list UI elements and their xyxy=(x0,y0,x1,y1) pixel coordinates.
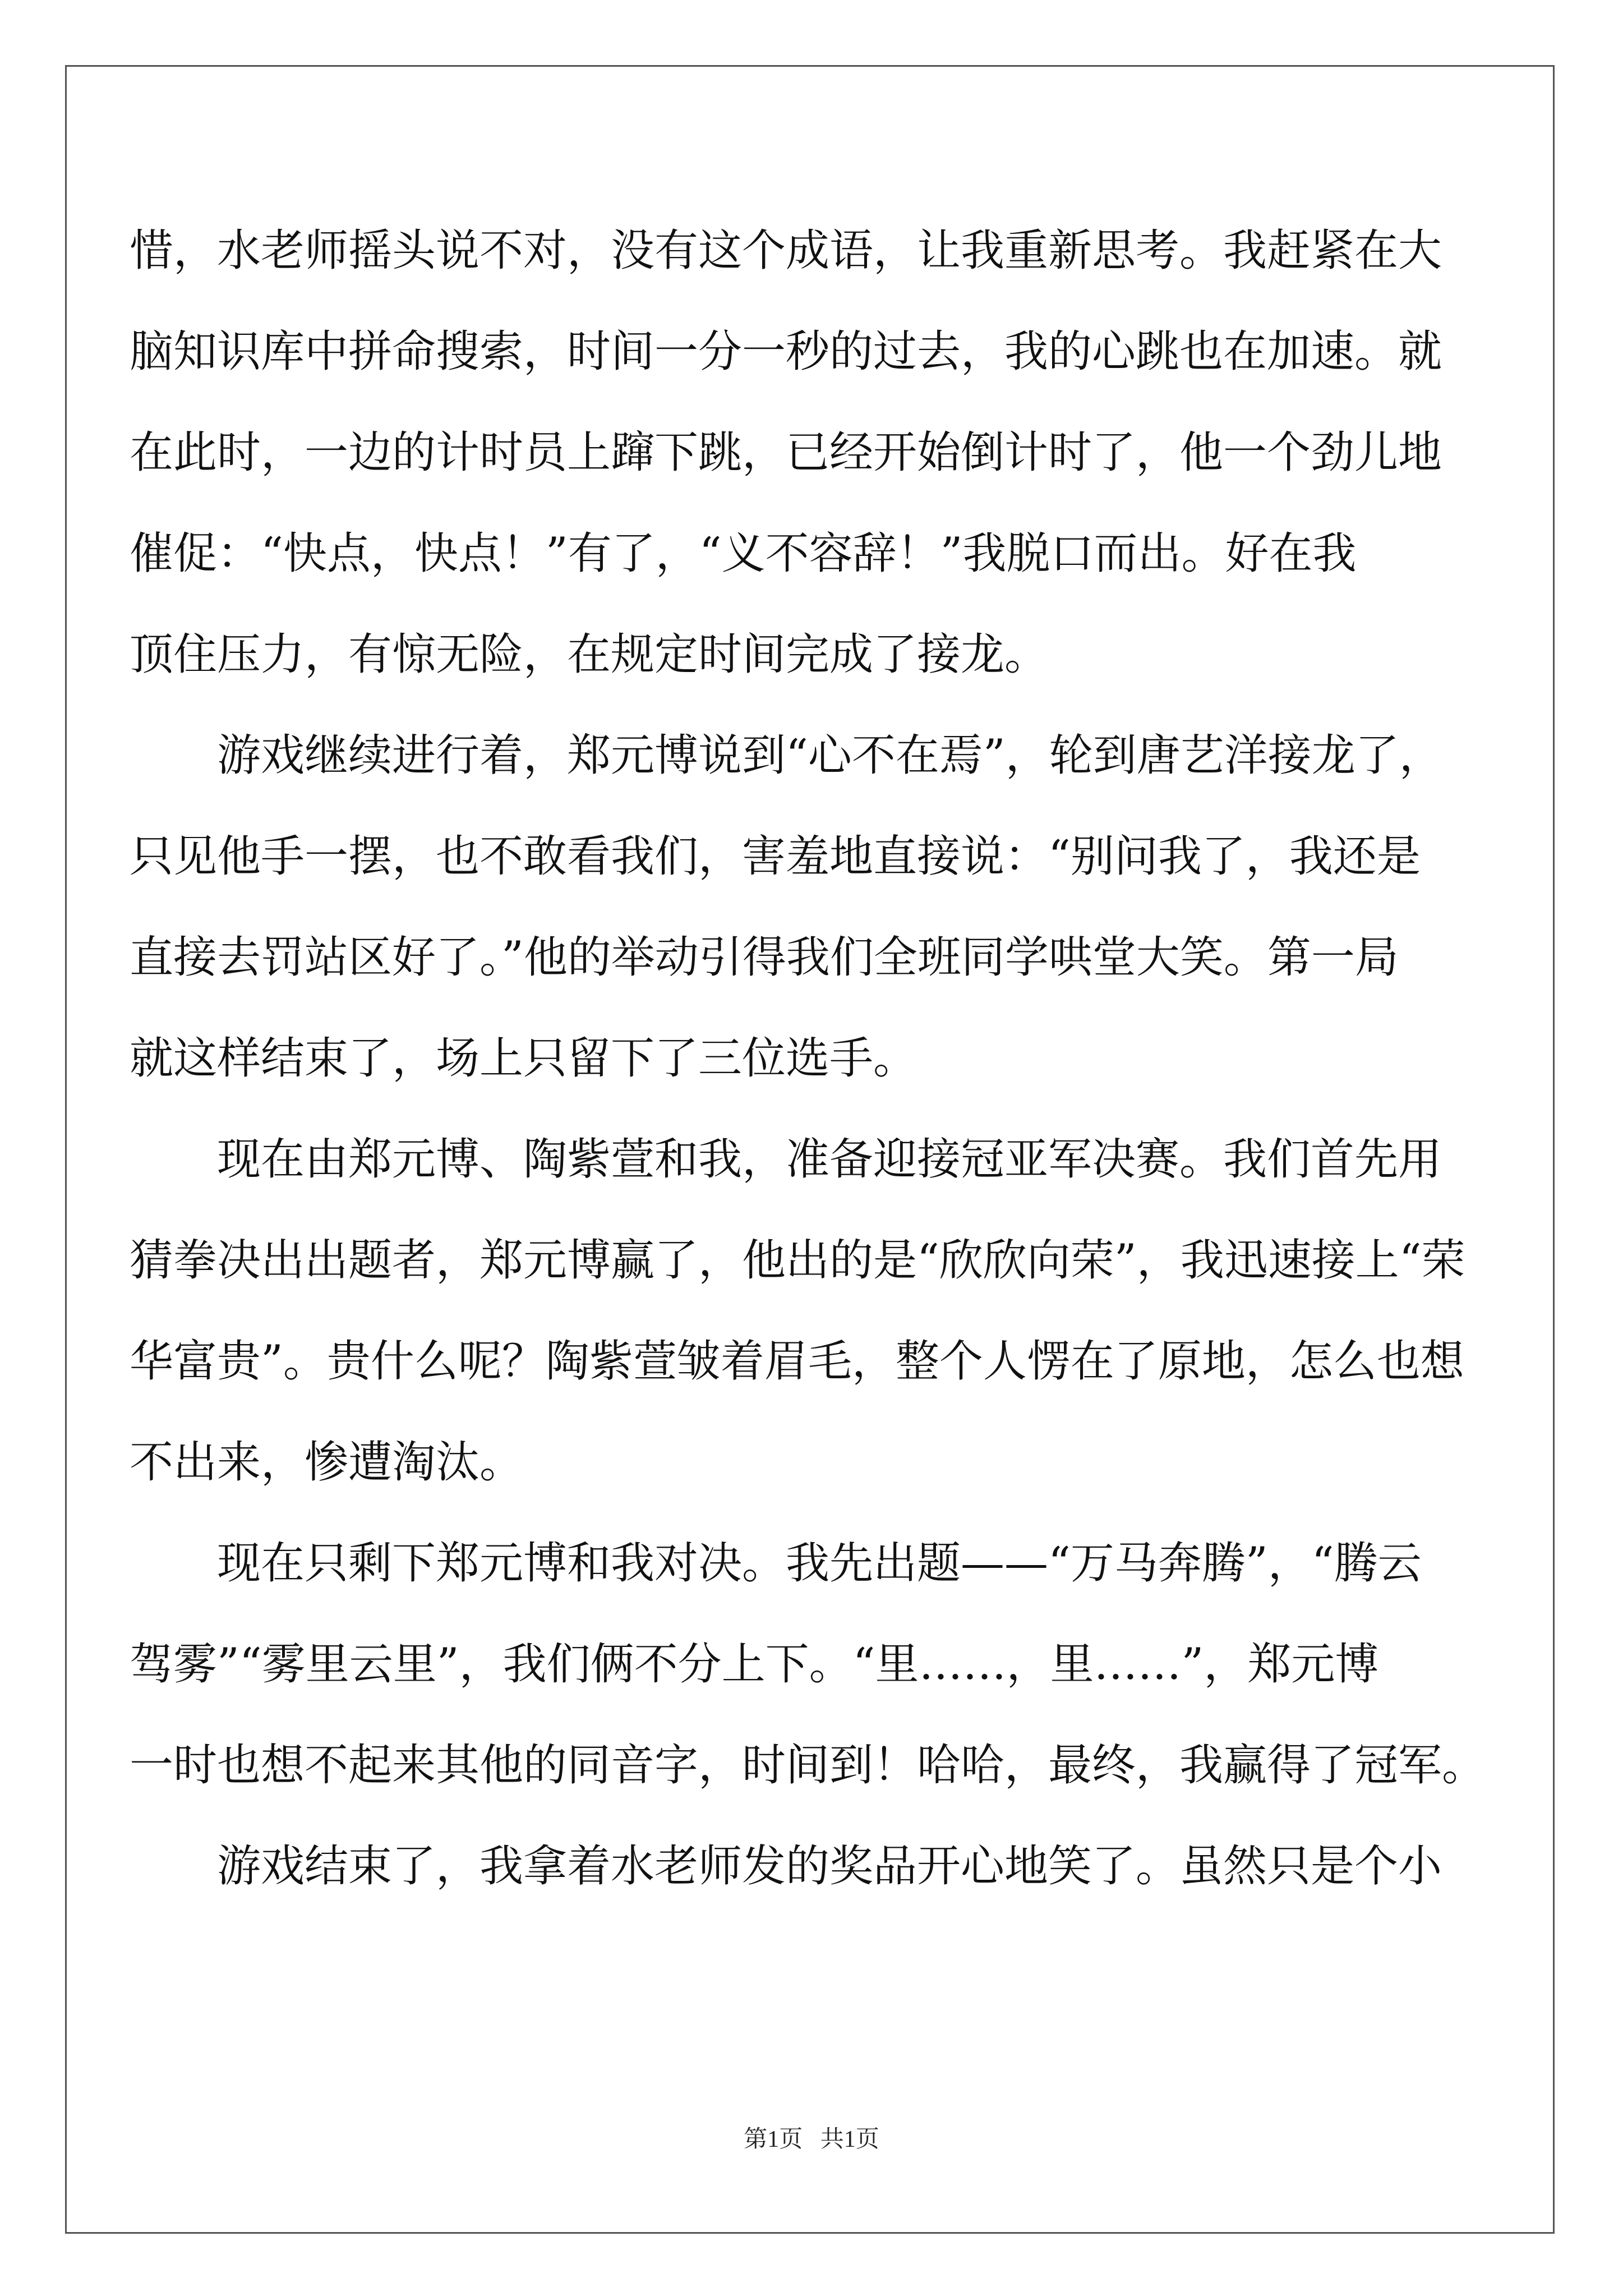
text-line: 顶住压力，有惊无险，在规定时间完成了接龙。 xyxy=(130,629,1049,680)
text-line: 现在只剩下郑元博和我对决。我先出题——“万马奔腾”，“腾云 xyxy=(217,1538,1422,1589)
text-line: 脑知识库中拼命搜索，时间一分一秒的过去，我的心跳也在加速。就 xyxy=(130,326,1442,377)
text-line: 猜拳决出出题者，郑元博赢了，他出的是“欣欣向荣”，我迅速接上“荣 xyxy=(130,1235,1465,1286)
text-line: 游戏继续进行着，郑元博说到“心不在焉”，轮到唐艺洋接龙了， xyxy=(217,730,1443,781)
page-footer: 第1页 共1页 xyxy=(744,2127,879,2152)
text-line: 惜，水老师摇头说不对，没有这个成语，让我重新思考。我赶紧在大 xyxy=(130,226,1442,276)
text-line: 直接去罚站区好了。”他的举动引得我们全班同学哄堂大笑。第一局 xyxy=(130,932,1399,983)
text-line: 游戏结束了，我拿着水老师发的奖品开心地笑了。虽然只是个小 xyxy=(217,1841,1442,1892)
text-line: 催促：“快点，快点！”有了，“义不容辞！”我脱口而出。好在我 xyxy=(130,528,1357,579)
text-line: 在此时，一边的计时员上蹿下跳，已经开始倒计时了，他一个劲儿地 xyxy=(130,427,1442,478)
text-line: 不出来，惨遭淘汰。 xyxy=(130,1437,524,1488)
text-line: 一时也想不起来其他的同音字，时间到！哈哈，最终，我赢得了冠军。 xyxy=(130,1740,1486,1791)
text-line: 现在由郑元博、陶紫萱和我，准备迎接冠亚军决赛。我们首先用 xyxy=(217,1134,1442,1185)
text-line: 就这样结束了，场上只留下了三位选手。 xyxy=(130,1033,917,1084)
text-line: 驾雾”“雾里云里”，我们俩不分上下。“里……，里……”，郑元博 xyxy=(130,1639,1379,1690)
text-line: 只见他手一摆，也不敢看我们，害羞地直接说：“别问我了，我还是 xyxy=(130,831,1421,882)
text-line: 华富贵”。贵什么呢？陶紫萱皱着眉毛，整个人愣在了原地，怎么也想 xyxy=(130,1336,1464,1387)
